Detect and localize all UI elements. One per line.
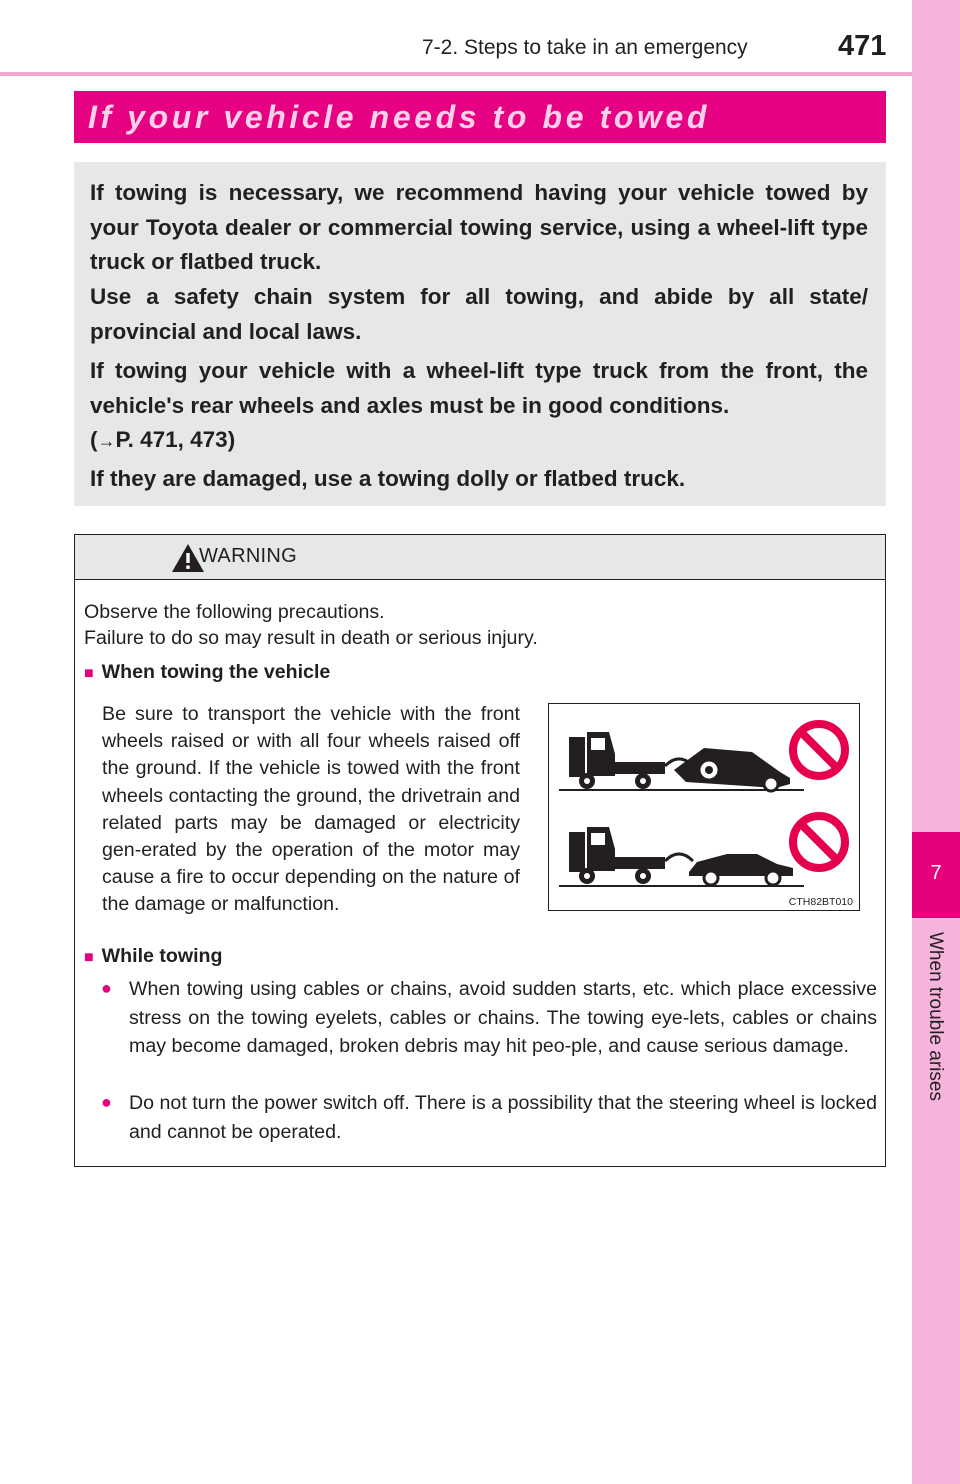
page-title: If your vehicle needs to be towed (88, 99, 711, 135)
warning-title: WARNING (199, 545, 298, 567)
section-heading-towing-text: When towing the vehicle (101, 661, 331, 683)
section-heading: 7-2. Steps to take in an emergency (422, 36, 748, 59)
intro-paragraph-4: If they are damaged, use a towing dolly or flatbed truck. (90, 466, 686, 491)
circle-bullet-icon: ● (101, 978, 112, 998)
warning-lead-1: Observe the following precautions. (84, 601, 385, 623)
chapter-side-tab (912, 0, 960, 1484)
page-number: 471 (838, 30, 887, 62)
square-bullet-icon: ■ (84, 665, 94, 682)
chapter-number: 7 (930, 862, 942, 884)
intro-paragraph-3: If towing your vehicle with a wheel-lift type truck from the front, the vehicle's rear wheels and axles must be in good conditions. (→P. 471, 473) (90, 358, 868, 452)
chapter-label: When trouble arises (925, 932, 946, 1101)
figure-caption: CTH82BT010 (788, 896, 853, 908)
intro-paragraph-1: If towing is necessary, we recommend having your vehicle towed by your Toyota dealer or commercial towing service, using a wheel-lift type truck or flatbed truck. (90, 180, 868, 274)
towing-instructions: Be sure to transport the vehicle with the front wheels raised or with all four wheels raised off the ground. If the vehicle is towed with the front wheels contacting the ground, the drivetrain and related parts may be damaged or electricity gen-erated by the operation of the motor may cause a fire to occur depending on the nature of the damage or malfunction. (102, 703, 520, 916)
bullet-text-2: Do not turn the power switch off. There is a possibility that the steering wheel is locked and cannot be operated. (129, 1092, 877, 1143)
section-heading-while-towing-text: While towing (101, 945, 223, 967)
intro-paragraph-3-text: If towing your vehicle with a wheel-lift type truck from the front, the vehicle's rear wheels and axles must be in good conditions. (90, 358, 868, 418)
square-bullet-icon: ■ (84, 949, 94, 966)
prohibited-sign-icon (793, 724, 845, 776)
towing-illustration (548, 703, 860, 911)
section-heading-while-towing (84, 943, 222, 971)
intro-box (74, 162, 886, 506)
prohibited-towing-diagram (549, 704, 859, 910)
warning-header (75, 535, 885, 580)
page-title-bar (74, 91, 886, 143)
prohibited-sign-icon (793, 816, 845, 868)
intro-paragraph-2: Use a safety chain system for all towing, and abide by all state/ provincial and local laws. (90, 284, 868, 344)
arrow-icon: → (97, 431, 116, 451)
header-rule (0, 72, 912, 76)
bullet-text-1: When towing using cables or chains, avoid sudden starts, etc. which place excessive stress on the towing eyelets, cables or chains. The towing eye-lets, cables or chains may become damaged, broken debris may hit peo-ple, and cause serious damage. (129, 978, 877, 1057)
tow-truck-rear-lift-icon (559, 732, 804, 791)
chapter-number-tab (912, 832, 960, 918)
circle-bullet-icon: ● (101, 1092, 112, 1112)
warning-lead-2: Failure to do so may result in death or serious injury. (84, 627, 538, 649)
page-reference-link[interactable]: P. 471, 473 (115, 427, 228, 452)
section-heading-towing (84, 659, 330, 687)
tow-truck-front-lift-icon (559, 827, 804, 886)
